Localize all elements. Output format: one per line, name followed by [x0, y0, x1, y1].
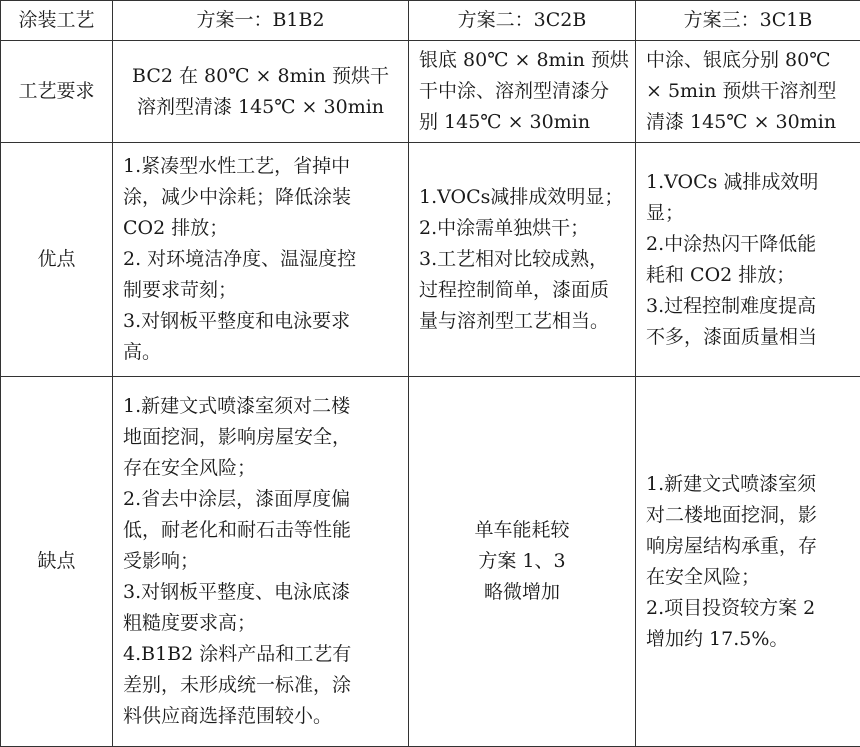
- header-row: [1, 1, 860, 41]
- header-plan-3: 方案三：3C1B: [636, 1, 860, 41]
- row-label: 工艺要求: [1, 41, 113, 143]
- cell-text-line: 3.工艺相对比较成熟，: [419, 244, 625, 275]
- cell-plan-2: [409, 143, 636, 377]
- cell-text-line: 对二楼地面挖洞，影: [646, 500, 850, 531]
- row-label: 优点: [1, 143, 113, 377]
- cell-plan-1: [113, 41, 409, 143]
- cell-text-line: BC2 在 80℃ × 8min 预烘干: [123, 61, 398, 92]
- cell-plan-2: [409, 377, 636, 747]
- cell-text-line: 低，耐老化和耐石击等性能: [123, 515, 398, 546]
- cell-text-line: 粗糙度要求高；: [123, 608, 398, 639]
- cell-text-line: 清漆 145℃ × 30min: [646, 107, 850, 138]
- cell-text-line: 单车能耗较: [419, 515, 625, 546]
- row-label: 缺点: [1, 377, 113, 747]
- cell-text-line: 方案 1、3: [419, 546, 625, 577]
- cell-plan-1: [113, 377, 409, 747]
- cell-text-line: 不多，漆面质量相当: [646, 322, 850, 353]
- cell-text-line: 地面挖洞，影响房屋安全，: [123, 422, 398, 453]
- cell-text-line: 耗和 CO2 排放；: [646, 260, 850, 291]
- cell-text-line: 存在安全风险；: [123, 453, 398, 484]
- cell-text-line: 3.对钢板平整度和电泳要求: [123, 306, 398, 337]
- cell-plan-1: [113, 143, 409, 377]
- cell-text-line: 2.中涂热闪干降低能: [646, 229, 850, 260]
- cell-text-line: 制要求苛刻；: [123, 275, 398, 306]
- cell-text-line: 量与溶剂型工艺相当。: [419, 306, 625, 337]
- cell-text-line: 过程控制简单，漆面质: [419, 275, 625, 306]
- cell-text-line: 别 145℃ × 30min: [419, 107, 625, 138]
- header-plan-2: 方案二：3C2B: [409, 1, 636, 41]
- cell-text-line: 1.新建文式喷漆室须: [646, 469, 850, 500]
- cell-text-line: 4.B1B2 涂料产品和工艺有: [123, 639, 398, 670]
- cell-plan-3: [636, 41, 860, 143]
- cell-text-line: 3.对钢板平整度、电泳底漆: [123, 577, 398, 608]
- header-plan-1: 方案一：B1B2: [113, 1, 409, 41]
- cell-text-line: 1.新建文式喷漆室须对二楼: [123, 391, 398, 422]
- cell-text-line: CO2 排放；: [123, 213, 398, 244]
- cell-text-line: 在安全风险；: [646, 562, 850, 593]
- cell-text-line: 略微增加: [419, 577, 625, 608]
- row-requirements: [1, 41, 860, 143]
- cell-text-line: 料供应商选择范围较小。: [123, 701, 398, 732]
- cell-text-line: 1.VOCs 减排成效明: [646, 167, 850, 198]
- cell-text-line: 1.VOCs减排成效明显；: [419, 182, 625, 213]
- cell-text-line: 涂，减少中涂耗；降低涂装: [123, 182, 398, 213]
- cell-text-line: 显；: [646, 198, 850, 229]
- cell-text-line: 2.中涂需单独烘干；: [419, 213, 625, 244]
- cell-text-line: 2.省去中涂层，漆面厚度偏: [123, 484, 398, 515]
- cell-text-line: × 5min 预烘干溶剂型: [646, 76, 850, 107]
- cell-text-line: 银底 80℃ × 8min 预烘: [419, 45, 625, 76]
- cell-text-line: 增加约 17.5%。: [646, 624, 850, 655]
- cell-text-line: 高。: [123, 337, 398, 368]
- row-advantages: [1, 143, 860, 377]
- cell-text-line: 响房屋结构承重，存: [646, 531, 850, 562]
- cell-text-line: 2. 对环境洁净度、温湿度控: [123, 244, 398, 275]
- cell-text-line: 3.过程控制难度提高: [646, 291, 850, 322]
- cell-text-line: 受影响；: [123, 546, 398, 577]
- cell-plan-3: [636, 143, 860, 377]
- cell-text-line: 差别，未形成统一标准，涂: [123, 670, 398, 701]
- cell-plan-3: [636, 377, 860, 747]
- cell-text-line: 中涂、银底分别 80℃: [646, 45, 850, 76]
- cell-plan-2: [409, 41, 636, 143]
- row-disadvantages: [1, 377, 860, 747]
- cell-text-line: 1.紧凑型水性工艺，省掉中: [123, 151, 398, 182]
- cell-text-line: 2.项目投资较方案 2: [646, 593, 850, 624]
- cell-text-line: 溶剂型清漆 145℃ × 30min: [123, 92, 398, 123]
- cell-text-line: 干中涂、溶剂型清漆分: [419, 76, 625, 107]
- header-process: 涂装工艺: [1, 1, 113, 41]
